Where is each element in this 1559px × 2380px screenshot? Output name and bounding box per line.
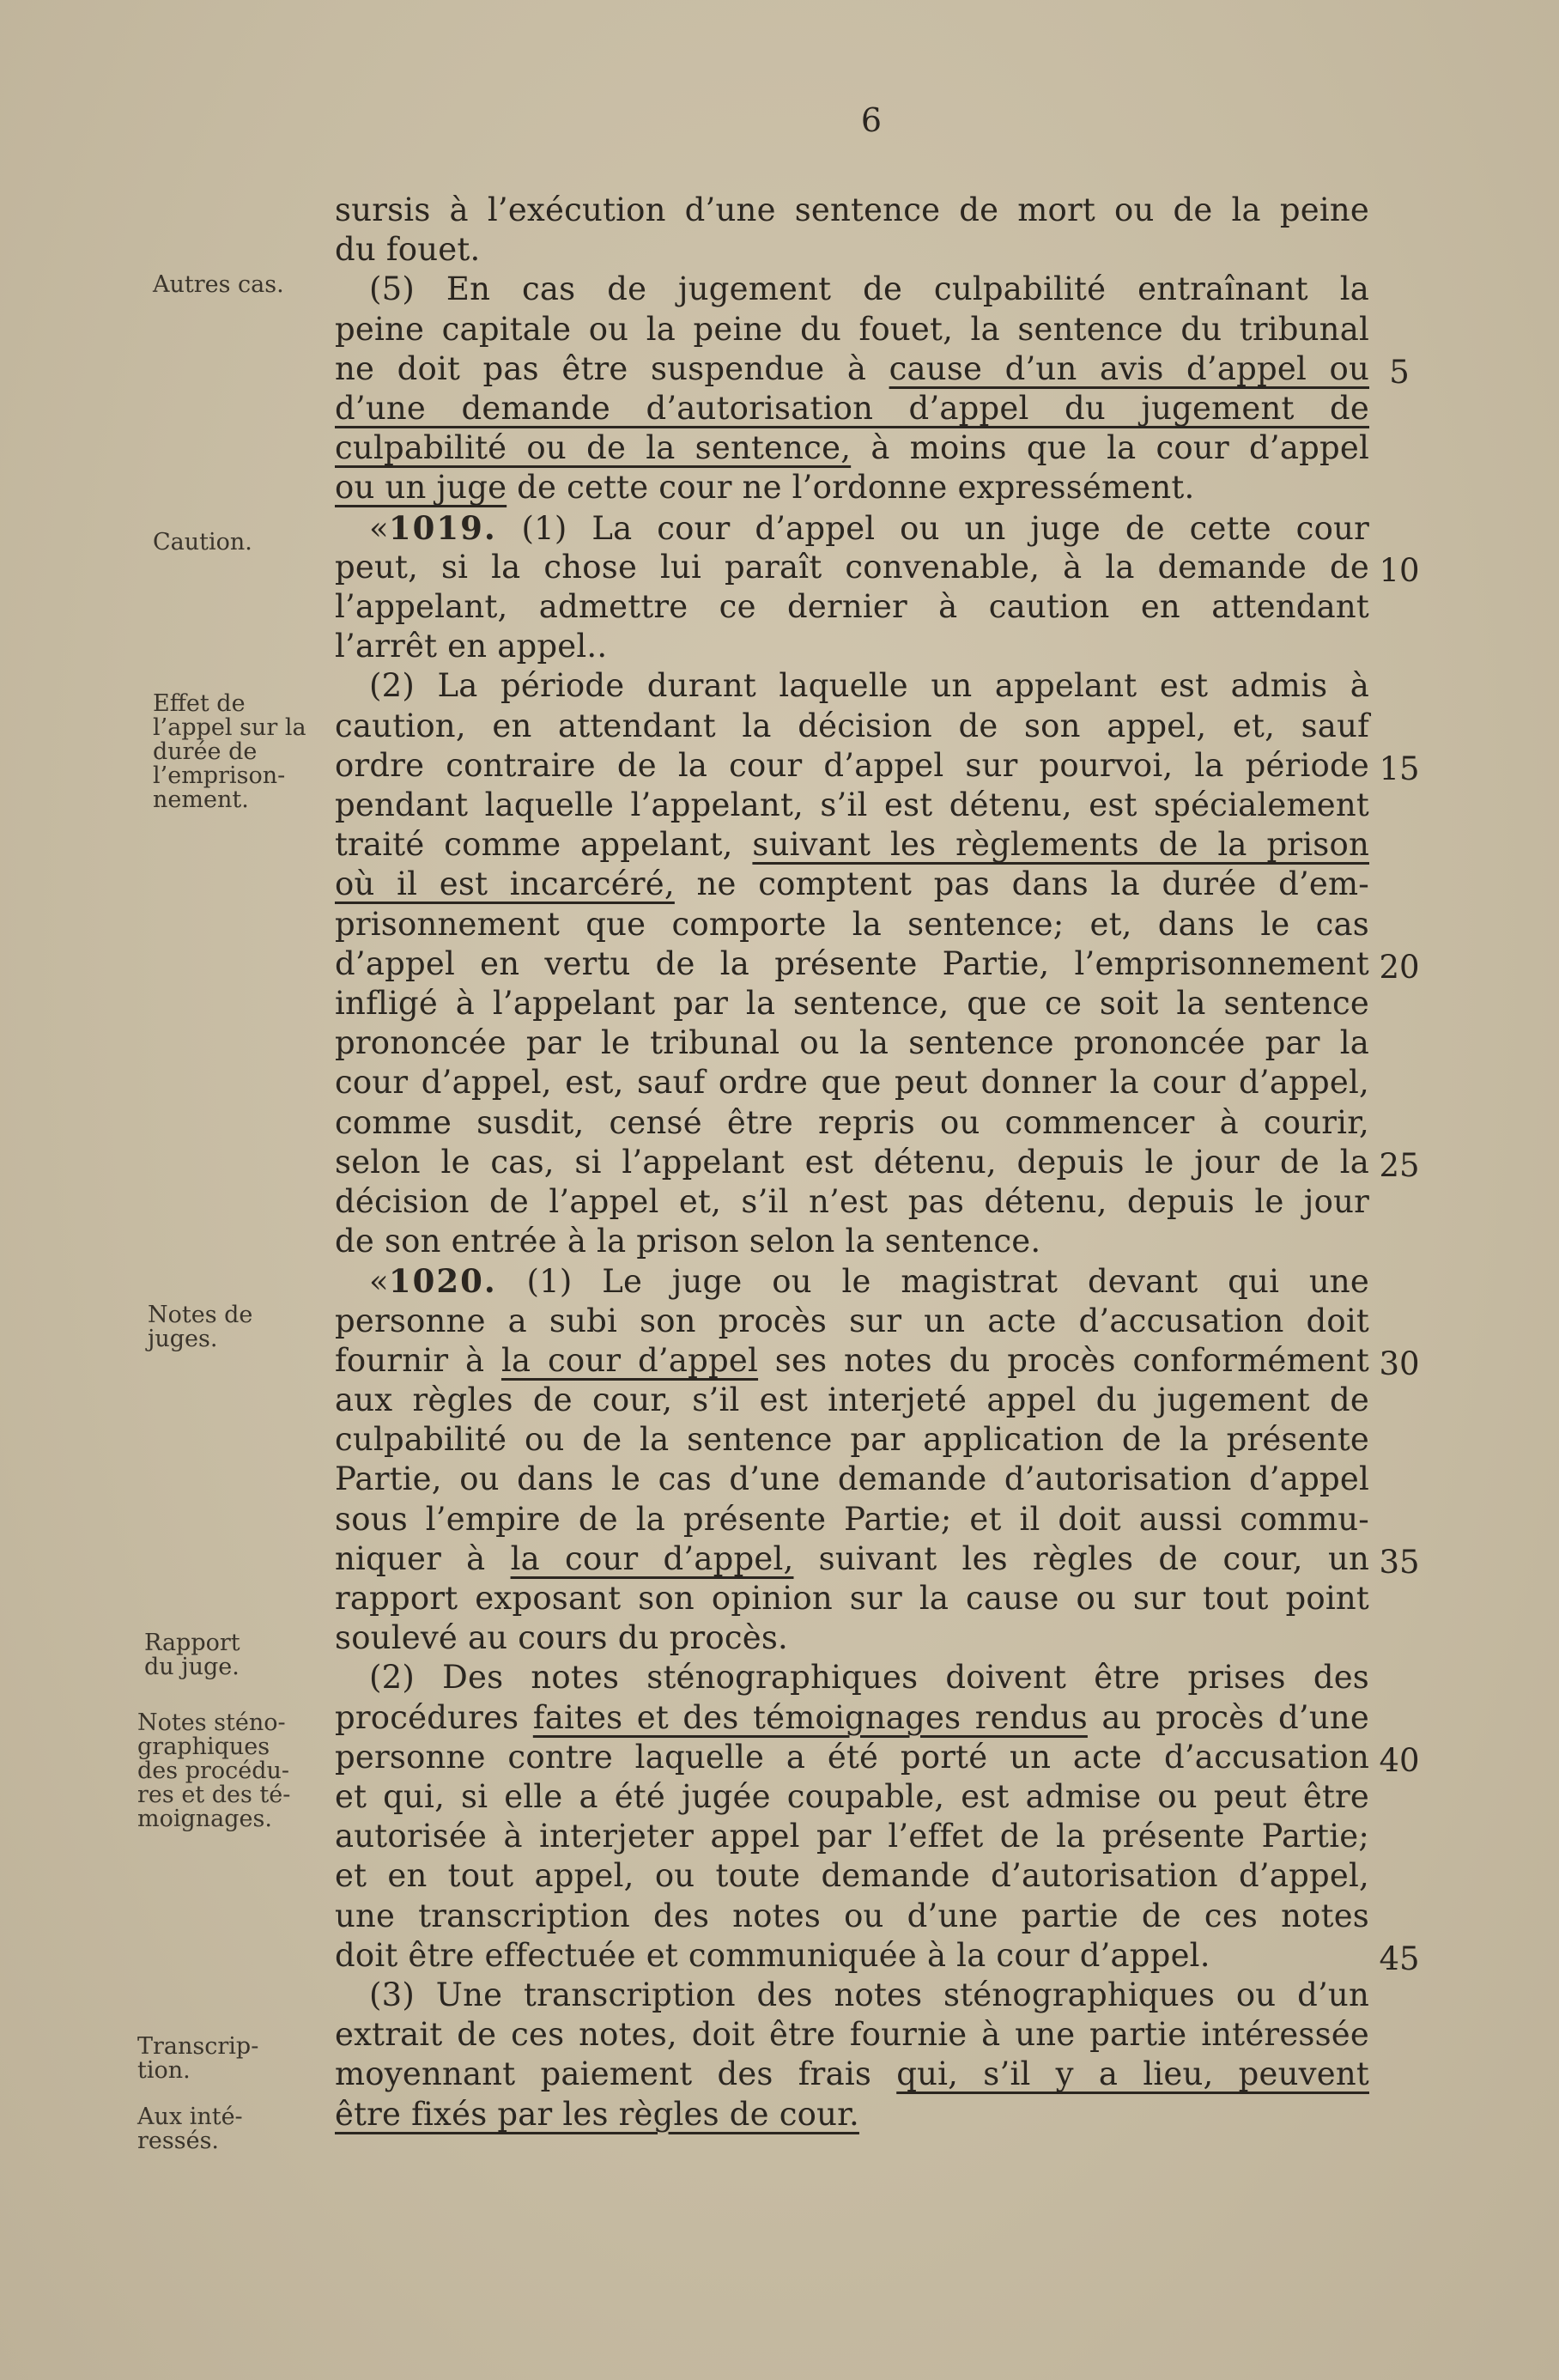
text-segment: peine capitale ou la peine du fouet, la sentence du tribunal <box>335 310 1369 348</box>
underlined-text: la cour d’appel <box>500 1341 759 1379</box>
text-line <box>335 666 1369 706</box>
text-line <box>335 428 1369 468</box>
margin-note <box>137 2105 309 2153</box>
text-line <box>335 1777 1369 1817</box>
text-line <box>335 468 1369 507</box>
text-line <box>335 1897 1369 1936</box>
text-segment: de cette cour ne l’ordonne expressément. <box>507 469 1195 507</box>
margin-note-line: Aux inté- <box>137 2104 243 2130</box>
text-segment: l’arrêt en appel.. <box>335 628 608 665</box>
text-line <box>335 1103 1369 1143</box>
margin-note-line: moignages. <box>137 1806 272 1832</box>
text-line <box>335 1936 1369 1976</box>
margin-note <box>148 1303 319 1351</box>
text-line <box>335 1618 1369 1658</box>
text-segment: (2) Des notes sténographiques doivent être prises des <box>369 1659 1369 1697</box>
text-segment: décision de l’appel et, s’il n’est pas détenu, depuis le jour <box>335 1183 1369 1220</box>
text-segment: une transcription des notes ou d’une partie de ces notes <box>335 1897 1369 1934</box>
text-segment: traité comme appelant, <box>335 826 753 864</box>
margin-note <box>153 273 325 297</box>
text-segment: (3) Une transcription des notes sténographiques ou d’un <box>369 1976 1369 2013</box>
underlined-text: qui, s’il y a lieu, peuvent <box>896 2055 1369 2093</box>
text-line <box>335 865 1369 904</box>
text-line <box>335 1698 1369 1738</box>
margin-note <box>153 531 325 555</box>
page-number: 6 <box>860 101 883 139</box>
text-segment: (2) La période durant laquelle un appelant est admis à <box>369 667 1369 705</box>
text-line <box>335 191 1369 230</box>
text-line <box>335 1976 1369 2015</box>
text-segment: comme susdit, censé être repris ou commencer à courir, <box>335 1103 1369 1141</box>
text-segment: prononcée par le tribunal ou la sentence prononcée par la <box>335 1024 1369 1062</box>
text-segment: prisonnement que comporte la sentence; et, dans le cas <box>335 905 1369 943</box>
text-segment: fournir à <box>335 1341 501 1379</box>
text-line <box>335 944 1369 984</box>
text-segment: niquer à <box>335 1539 511 1577</box>
text-segment: sursis à l’exécution d’une sentence de mort ou de la peine <box>335 191 1369 228</box>
text-segment: d’appel en vertu de la présente Partie, l’emprisonnement <box>335 944 1369 982</box>
text-segment: rapport exposant son opinion sur la cause ou sur tout point <box>335 1580 1369 1617</box>
margin-note-line: Transcrip- <box>137 2033 259 2060</box>
text-line <box>335 270 1369 309</box>
text-line <box>335 1539 1369 1579</box>
text-segment: aux règles de cour, s’il est interjeté appel du jugement de <box>335 1381 1369 1418</box>
text-line <box>335 310 1369 349</box>
text-segment: au procès d’une <box>1087 1698 1369 1736</box>
text-line <box>335 2095 1369 2134</box>
text-segment: extrait de ces notes, doit être fournie à une partie intéressée <box>335 2016 1369 2054</box>
margin-note-line: du juge. <box>144 1654 240 1680</box>
text-line <box>335 508 1369 548</box>
text-line <box>335 627 1369 666</box>
margin-note-line: graphiques <box>137 1733 270 1760</box>
text-segment: ne doit pas être suspendue à <box>335 349 889 387</box>
text-segment: peut, si la chose lui paraît convenable, à la demande de <box>335 548 1369 586</box>
text-segment: moyennant paiement des frais <box>335 2055 897 2093</box>
text-line <box>335 389 1369 428</box>
text-segment: « <box>369 509 389 547</box>
margin-note-line: Notes sténo- <box>137 1709 286 1736</box>
underlined-text: faites et des témoignages rendus <box>532 1698 1088 1736</box>
text-line <box>335 2015 1369 2055</box>
text-segment: doit être effectuée et communiquée à la cour d’appel. <box>335 1936 1210 1974</box>
margin-note <box>137 2035 309 2083</box>
text-line <box>335 1261 1369 1301</box>
text-line <box>335 1420 1369 1460</box>
text-segment: Partie, ou dans le cas d’une demande d’autorisation d’appel <box>335 1460 1369 1498</box>
line-number: 30 <box>1379 1345 1420 1382</box>
text-segment: « <box>369 1263 389 1301</box>
text-line <box>335 548 1369 587</box>
section-number: 1020. <box>388 1262 497 1301</box>
text-segment: sous l’empire de la présente Partie; et il doit aussi commu- <box>335 1500 1369 1538</box>
text-segment: (5) En cas de jugement de culpabilité entraînant la <box>369 270 1369 308</box>
text-line <box>335 587 1369 627</box>
line-number: 45 <box>1379 1940 1420 1977</box>
margin-note-line: tion. <box>137 2057 191 2084</box>
text-segment: (1) La cour d’appel ou un juge de cette cour <box>496 509 1369 547</box>
text-segment: suivant les règles de cour, un <box>793 1539 1369 1577</box>
text-segment: ordre contraire de la cour d’appel sur pourvoi, la période <box>335 746 1369 784</box>
line-number: 5 <box>1389 353 1410 391</box>
margin-note-line: Rapport <box>144 1630 240 1656</box>
margin-note-line: l’emprison- <box>153 762 286 789</box>
text-line <box>335 230 1369 270</box>
text-segment: soulevé au cours du procès. <box>335 1619 788 1657</box>
margin-note-line: des procédu- <box>137 1758 290 1784</box>
text-line <box>335 2055 1369 2094</box>
line-number: 25 <box>1379 1146 1420 1184</box>
text-line <box>335 1856 1369 1896</box>
underlined-text: être fixés par les règles de cour. <box>335 2095 859 2133</box>
margin-note-line: Autres cas. <box>153 271 284 298</box>
text-line <box>335 1381 1369 1420</box>
text-line <box>335 1738 1369 1777</box>
underlined-text: d’une demande d’autorisation d’appel du jugement de <box>335 390 1369 427</box>
text-line <box>335 349 1369 389</box>
underlined-text: cause d’un avis d’appel ou <box>889 349 1369 387</box>
text-line <box>335 1460 1369 1499</box>
margin-note-line: Caution. <box>153 529 252 556</box>
underlined-text: culpabilité ou de la sentence, <box>335 429 852 467</box>
text-segment: autorisée à interjeter appel par l’effet de la présente Partie; <box>335 1818 1369 1855</box>
underlined-text: où il est incarcéré, <box>335 865 675 903</box>
text-segment: personne a subi son procès sur un acte d’accusation doit <box>335 1302 1369 1339</box>
underlined-text: ou un juge <box>335 469 507 507</box>
text-segment: ne comptent pas dans la durée d’em- <box>674 865 1369 903</box>
underlined-text: la cour d’appel, <box>510 1539 794 1577</box>
text-line <box>335 1302 1369 1341</box>
text-line <box>335 746 1369 786</box>
line-number: 40 <box>1379 1741 1420 1779</box>
section-number: 1019. <box>388 508 497 547</box>
text-line <box>335 1341 1369 1381</box>
margin-note-line: res et des té- <box>137 1782 291 1808</box>
text-line <box>335 1023 1369 1063</box>
line-number: 15 <box>1379 750 1420 787</box>
margin-note <box>153 692 325 812</box>
text-segment: caution, en attendant la décision de son appel, et, sauf <box>335 707 1369 744</box>
margin-note-line: Notes de <box>148 1302 253 1328</box>
line-number: 20 <box>1379 948 1420 986</box>
margin-note-line: Effet de <box>153 690 246 717</box>
text-line <box>335 1658 1369 1697</box>
text-segment: personne contre laquelle a été porté un acte d’accusation <box>335 1738 1369 1776</box>
text-segment: et en tout appel, ou toute demande d’autorisation d’appel, <box>335 1857 1369 1895</box>
text-segment: et qui, si elle a été jugée coupable, est admise ou peut être <box>335 1778 1369 1815</box>
margin-note-line: juges. <box>148 1326 218 1352</box>
margin-note-line: l’appel sur la <box>153 714 306 741</box>
text-segment: l’appelant, admettre ce dernier à caution en attendant <box>335 588 1369 625</box>
margin-note <box>144 1631 316 1679</box>
text-segment: selon le cas, si l’appelant est détenu, depuis le jour de la <box>335 1143 1369 1181</box>
text-segment: (1) Le juge ou le magistrat devant qui une <box>496 1263 1369 1301</box>
text-line <box>335 786 1369 825</box>
text-segment: procédures <box>335 1698 533 1736</box>
text-line <box>335 707 1369 746</box>
text-line <box>335 1222 1369 1261</box>
margin-note-line: durée de <box>153 738 258 765</box>
text-segment: infligé à l’appelant par la sentence, que ce soit la sentence <box>335 985 1369 1022</box>
text-line <box>335 1143 1369 1182</box>
text-line <box>335 825 1369 865</box>
margin-note-line: ressés. <box>137 2128 220 2154</box>
margin-note-line: nement. <box>153 786 249 813</box>
text-line <box>335 1817 1369 1856</box>
text-segment: cour d’appel, est, sauf ordre que peut donner la cour d’appel, <box>335 1064 1369 1102</box>
text-line <box>335 1182 1369 1222</box>
line-number: 10 <box>1379 551 1420 589</box>
underlined-text: suivant les règlements de la prison <box>752 826 1369 864</box>
text-line <box>335 1579 1369 1618</box>
text-segment: ses notes du procès conformément <box>758 1341 1369 1379</box>
line-number: 35 <box>1379 1543 1420 1581</box>
text-segment: pendant laquelle l’appelant, s’il est détenu, est spécialement <box>335 786 1369 823</box>
text-line <box>335 1063 1369 1102</box>
text-line <box>335 984 1369 1023</box>
text-segment: culpabilité ou de la sentence par application de la présente <box>335 1421 1369 1459</box>
text-line <box>335 1500 1369 1539</box>
text-line <box>335 905 1369 944</box>
margin-note <box>137 1711 309 1831</box>
text-segment: de son entrée à la prison selon la sentence. <box>335 1223 1041 1260</box>
text-segment: du fouet. <box>335 231 481 269</box>
text-segment: à moins que la cour d’appel <box>851 429 1369 467</box>
